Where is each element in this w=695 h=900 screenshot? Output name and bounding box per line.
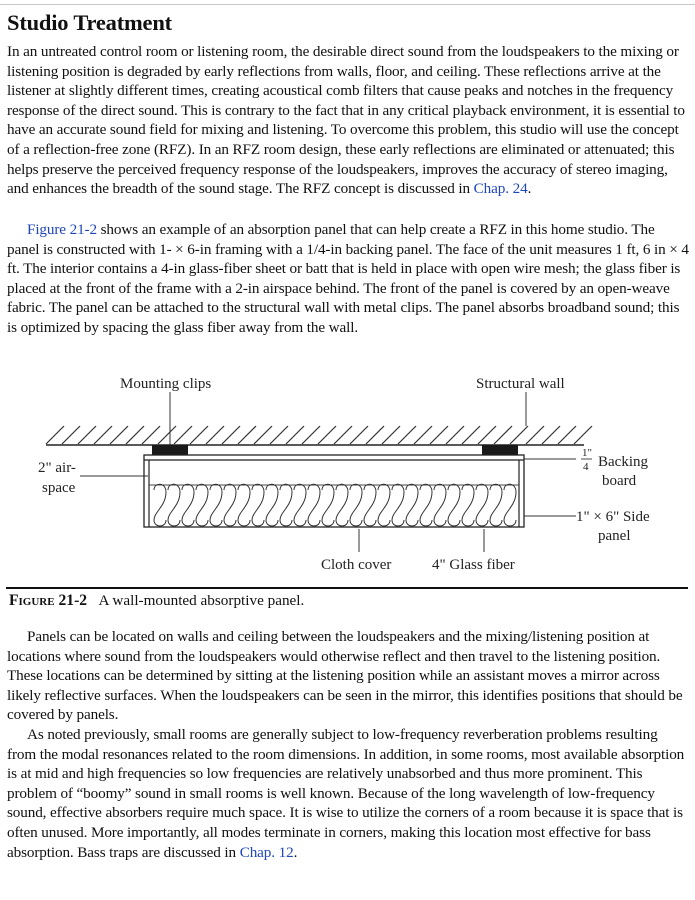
- chap-24-link[interactable]: Chap. 24: [473, 180, 528, 198]
- caption-label: Figure 21-2: [9, 592, 88, 609]
- figure-caption: [9, 591, 304, 610]
- glass-fiber-batt: [154, 484, 516, 526]
- figure-rule: [6, 587, 688, 589]
- paragraph-end: .: [293, 843, 298, 861]
- paragraph-text: As noted previously, small rooms are generally subject to low-frequency reverberation problems resulting from the modal resonances related to the room dimensions. In addition, in some rooms, most available absorption is at mid and high frequencies so low frequencies are relatively unabsorbed and thus more prominent. This problem of “boomy” sound in small rooms is well known. Because of the long wavelength of low-frequency sound, effective absorbers require much space. It is wise to utilize the corners of a room because it is space that is often unused. More importantly, all modes terminate in corners, making this location most effective for bass absorption. Bass traps are discussed in: [7, 726, 685, 861]
- paragraph-end: .: [527, 180, 532, 198]
- mounting-clips-label: Mounting clips: [120, 376, 212, 392]
- paragraph-panel-description: [7, 220, 690, 338]
- backing-fraction-denominator: 4: [583, 461, 589, 473]
- chap-12-link[interactable]: Chap. 12: [239, 843, 294, 861]
- glass-fiber-label: 4" Glass fiber: [432, 557, 515, 573]
- leader-lines: [80, 392, 576, 552]
- mounting-clip-right: [482, 445, 518, 455]
- backing-fraction-numerator: 1": [582, 447, 592, 459]
- air-space-label-line2: space: [42, 480, 76, 496]
- wall-hatching: [46, 426, 592, 444]
- backing-board-label-line1: Backing: [598, 454, 648, 470]
- cloth-cover-label: Cloth cover: [321, 557, 392, 573]
- caption-text: A wall-mounted absorptive panel.: [98, 592, 305, 609]
- side-panel-label-line2: panel: [598, 528, 631, 544]
- air-space-label-line1: 2" air-: [38, 460, 76, 476]
- paragraph-panel-placement: Panels can be located on walls and ceiling between the loudspeakers and the mixing/listening position at locations where sound from the loudspeakers would otherwise reflect and then travel to the listening position. These locations can be determined by sitting at the listening position while an assistant moves a mirror across likely reflective surfaces. When the loudspeakers can be seen in the mirror, this identifies positions that should be covered by panels.: [7, 628, 683, 724]
- paragraph-bass-traps: [7, 725, 690, 862]
- structural-wall-label: Structural wall: [476, 376, 565, 392]
- panel-diagram: [36, 368, 676, 580]
- top-rule: [0, 4, 695, 5]
- figure-21-2-link[interactable]: Figure 21-2: [27, 221, 97, 238]
- backing-board-label-line2: board: [602, 473, 637, 489]
- paragraph-text: shows an example of an absorption panel that can help create a RFZ in this home studio. The panel is constructed with 1- × 6-in framing with a 1/4-in backing panel. The face of the unit measures 1 ft, 6 in × 4 ft. The interior contains a 4-in glass-fiber sheet or batt that is held in place with open wire mesh; the glass fiber is placed at the front of the frame with a 2-in airspace behind. The front of the panel is covered by an open-weave fabric. The panel can be attached to the structural wall with metal clips. The panel absorbs broadband sound; this is optimized by spacing the glass fiber away from the wall.: [7, 221, 689, 336]
- side-panel-label-line1: 1" × 6" Side: [576, 509, 650, 525]
- paragraph-text: In an untreated control room or listening room, the desirable direct sound from the loudspeakers to the mixing or listening position is degraded by early reflections from walls, floor, and ceiling. These reflections arrive at the listener at slightly different times, creating acoustical comb filters that cause peaks and notches in the frequency response of the direct sound. This is contrary to the fact that in any critical playback environment, it is essential to have an accurate sound field for mixing and listening. To overcome this problem, this studio will use the concept of a reflection-free zone (RFZ). In an RFZ room design, these early reflections are eliminated or attenuated; this helps preserve the perceived frequency response of the loudspeakers, improves the accuracy of stereo imaging, and enhances the breadth of the sound stage. The RFZ concept is discussed in: [7, 43, 685, 198]
- absorptive-panel-figure: [36, 368, 676, 580]
- mounting-clip-left: [152, 445, 188, 455]
- paragraph-rfz-intro: [7, 42, 690, 199]
- section-title: Studio Treatment: [7, 10, 172, 35]
